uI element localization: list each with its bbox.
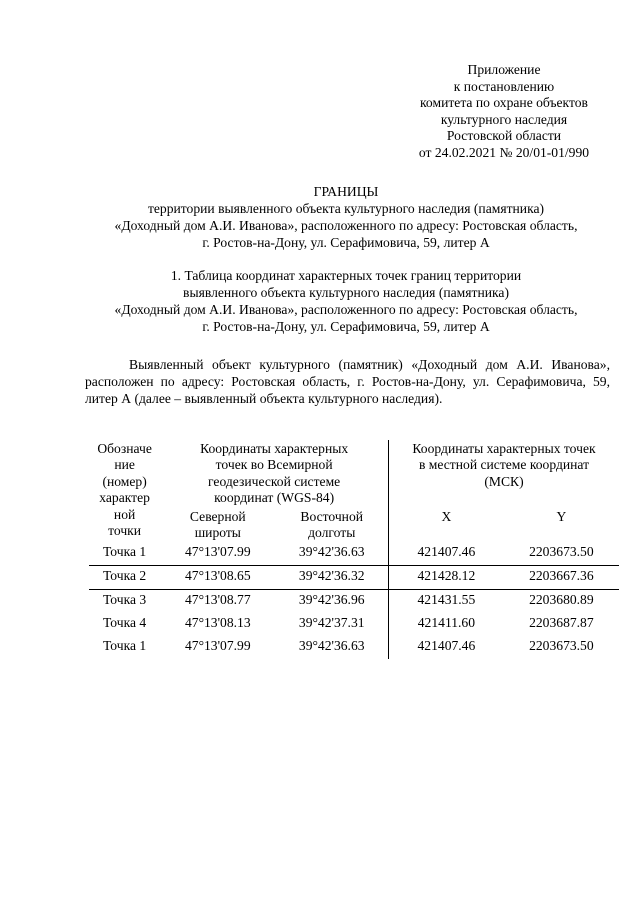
lon-cell: 39°42'37.31 bbox=[275, 613, 388, 636]
table-row bbox=[89, 590, 619, 614]
msk-header: Координаты характерных точек в местной системе координат (МСК) bbox=[412, 441, 596, 489]
table-caption-line: выявленного объекта культурного наследия (памятника) bbox=[183, 285, 509, 300]
appendix-line: от 24.02.2021 № 20/01-01/990 bbox=[418, 144, 590, 160]
title-line: г. Ростов-на-Дону, ул. Серафимовича, 59, литер А bbox=[202, 235, 490, 250]
table-row bbox=[89, 542, 619, 566]
y-cell: 2203673.50 bbox=[529, 544, 594, 560]
x-cell: 421411.60 bbox=[417, 615, 476, 631]
lat-cell: 47°13'08.13 bbox=[184, 615, 251, 631]
lon-cell: 39°42'36.96 bbox=[275, 590, 388, 614]
title-heading: ГРАНИЦЫ bbox=[313, 184, 379, 199]
x-cell: 421428.12 bbox=[389, 566, 504, 590]
document-title bbox=[84, 184, 608, 252]
x-header: X bbox=[441, 508, 452, 524]
description-paragraph: Выявленный объект культурного (памятник) «Доходный дом А.И. Иванова», расположен по адресу: Ростовская область, г. Ростов-на-Дону, ул. Серафимовича, 59, литер А (далее – выявленный объекта культурного наследия). bbox=[85, 357, 610, 406]
point-cell: Точка 1 bbox=[103, 638, 147, 654]
table-subheader-row bbox=[89, 508, 619, 543]
table-header-row bbox=[89, 440, 619, 508]
appendix-block bbox=[392, 62, 616, 162]
table-caption bbox=[84, 268, 608, 336]
point-cell: Точка 1 bbox=[103, 544, 147, 560]
lat-cell: 47°13'07.99 bbox=[184, 638, 251, 654]
x-cell: 421431.55 bbox=[417, 592, 476, 608]
table-caption-line: «Доходный дом А.И. Иванова», расположенного по адресу: Ростовская область, bbox=[114, 302, 578, 317]
point-cell: Точка 4 bbox=[103, 615, 147, 631]
table-caption-line: г. Ростов-на-Дону, ул. Серафимовича, 59, литер А bbox=[202, 319, 490, 334]
appendix-line: Ростовской области bbox=[446, 128, 562, 144]
lat-cell: 47°13'08.65 bbox=[160, 566, 275, 590]
lon-cell: 39°42'36.32 bbox=[275, 566, 388, 590]
appendix-line: комитета по охране объектов bbox=[420, 95, 588, 111]
coordinates-table bbox=[89, 440, 619, 659]
lon-cell: 39°42'36.63 bbox=[275, 542, 388, 566]
title-line: «Доходный дом А.И. Иванова», расположенного по адресу: Ростовская область, bbox=[114, 218, 578, 233]
lat-header: Северной широты bbox=[189, 508, 246, 541]
y-cell: 2203680.89 bbox=[529, 592, 594, 608]
table-row bbox=[89, 613, 619, 636]
table-row bbox=[89, 636, 619, 659]
lat-cell: 47°13'07.99 bbox=[184, 544, 251, 560]
appendix-line: культурного наследия bbox=[440, 111, 568, 127]
x-cell: 421407.46 bbox=[417, 544, 476, 560]
lon-header: Восточной долготы bbox=[275, 508, 388, 543]
y-header: Y bbox=[556, 508, 567, 524]
title-line: территории выявленного объекта культурного наследия (памятника) bbox=[147, 201, 545, 216]
lat-cell: 47°13'08.77 bbox=[184, 592, 251, 608]
y-cell: 2203673.50 bbox=[529, 638, 594, 654]
appendix-line: Приложение bbox=[467, 62, 541, 77]
table-row bbox=[89, 566, 619, 590]
y-cell: 2203667.36 bbox=[504, 566, 619, 590]
y-cell: 2203687.87 bbox=[529, 615, 594, 631]
point-cell: Точка 2 bbox=[89, 566, 160, 590]
point-cell: Точка 3 bbox=[103, 592, 147, 608]
wgs-header: Координаты характерных точек во Всемирной геодезической системе координат (WGS-84) bbox=[160, 440, 388, 508]
x-cell: 421407.46 bbox=[417, 638, 476, 654]
appendix-line: к постановлению bbox=[453, 78, 555, 94]
lon-cell: 39°42'36.63 bbox=[275, 636, 388, 659]
point-column-header: Обозначе ние (номер) характер ной точки bbox=[97, 441, 152, 539]
table-caption-line: 1. Таблица координат характерных точек границ территории bbox=[170, 268, 522, 283]
